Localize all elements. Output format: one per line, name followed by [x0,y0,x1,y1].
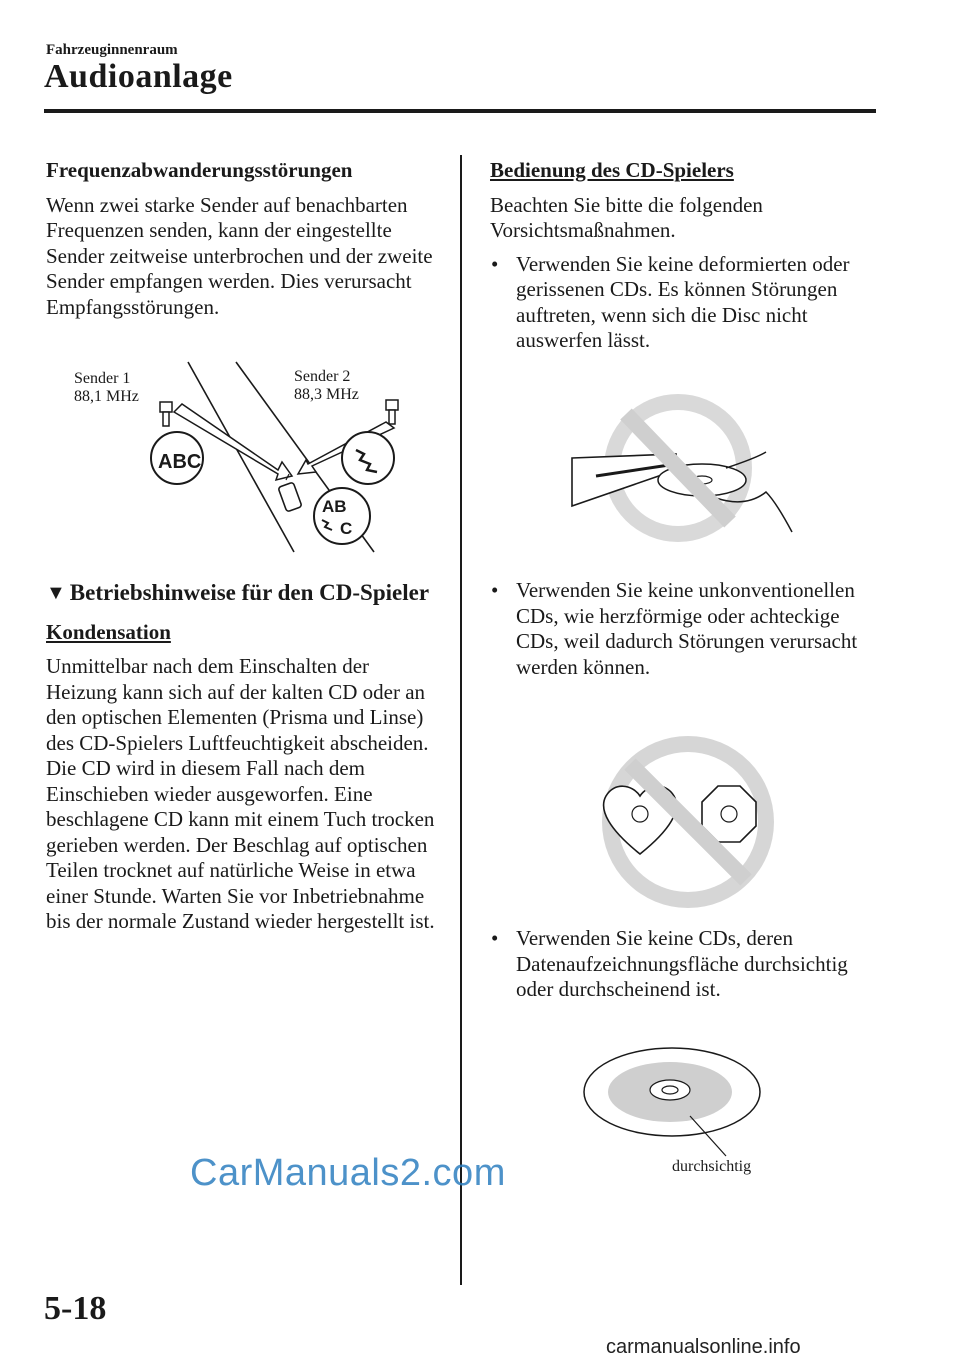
sender-2-name: Sender 2 [294,368,351,385]
label-transparent: durchsichtig [672,1158,752,1175]
bullet-dot: • [491,251,499,276]
heading-cd-notes [46,580,456,606]
heading-cd-operation: Bedienung des CD-Spielers [490,158,734,182]
section-label: Fahrzeuginnenraum [46,42,178,58]
list-item [490,578,882,680]
bullet-dot: • [491,926,499,950]
right-column-bullet-3 [490,926,882,1003]
svg-text:ABC: ABC [158,451,202,473]
heading-frequency-interference: Frequenzabwanderungsstörungen [46,158,353,182]
bullet-text: Verwenden Sie keine unkonventionellen CDs, wie herzförmige oder achteckige CDs, weil dadurch Störungen verursacht werden können. [516,578,858,679]
paragraph-condensation: Unmittelbar nach dem Einschalten der Heizung kann sich auf der kalten CD oder an den optischen Elementen (Prisma und Linse) des CD-Spielers Luftfeuchtigkeit abscheiden. Die CD wird in diesem Fall nach dem Einschieben wieder ausgeworfen. Eine beschlagene CD kann mit einem Tuch trocken gerieben werden. Der Beschlag auf optischen Teilen trocknet auf natürliche Weise in etwa einer Stunde. Warten Sie vor Inbetriebnahme bis der normale Zustand wieder hergestellt ist. [46,654,435,933]
bullet-text: Verwenden Sie keine deformierten oder gerissenen CDs. Es können Störungen auftreten, wenn sich die Disc nicht auswerfen lässt. [516,251,850,352]
page-title: Audioanlage [44,58,233,95]
watermark-footer: carmanualsonline.info [606,1336,801,1358]
left-column-lower [46,580,456,935]
sender-2-frequency: 88,3 MHz [294,386,359,403]
list-item [490,252,882,354]
page-number: 5-18 [44,1290,107,1327]
unconventional-cds-illustration [590,734,786,910]
sender-1-name: Sender 1 [74,370,131,387]
figure-transparent-cd [580,1044,790,1184]
column-divider [460,155,462,1285]
paragraph-frequency: Wenn zwei starke Sender auf benachbarten Frequenzen senden, kann der eingestellte Sender zeitweise unterbrochen und der zweite Sender empfangen werden. Dies verursacht Empfangsstörungen. [46,192,433,319]
heading-cd-notes-text: Betriebshinweise für den CD-Spieler [69,580,430,605]
figure-deformed-cd [566,386,796,546]
paragraph-precautions: Beachten Sie bitte die folgenden Vorsichtsmaßnahmen. [490,192,763,242]
right-column-bullet-2 [490,578,882,680]
watermark: CarManuals2.com [190,1152,506,1194]
header-rule [44,109,876,113]
deformed-cd-illustration [566,386,796,546]
left-column [46,158,446,320]
bullet-dot: • [491,578,499,602]
radio-tower-icon [160,402,172,426]
list-item [490,926,882,1003]
bullet-text: Verwenden Sie keine CDs, deren Datenaufzeichnungsfläche durchsichtig oder durchscheinend ist. [516,926,848,1001]
triangle-down-icon: ▼ [46,581,66,604]
svg-text:C: C [340,519,353,538]
figure-radio-interference [60,358,450,558]
heading-condensation: Kondensation [46,619,171,644]
radio-tower-icon [386,400,398,424]
sender-1-frequency: 88,1 MHz [74,388,139,405]
figure-unconventional-cds [590,734,786,910]
speech-bubble-noise [342,432,394,484]
car-icon [278,474,302,512]
svg-text:AB: AB [322,497,347,516]
right-column [490,158,882,354]
